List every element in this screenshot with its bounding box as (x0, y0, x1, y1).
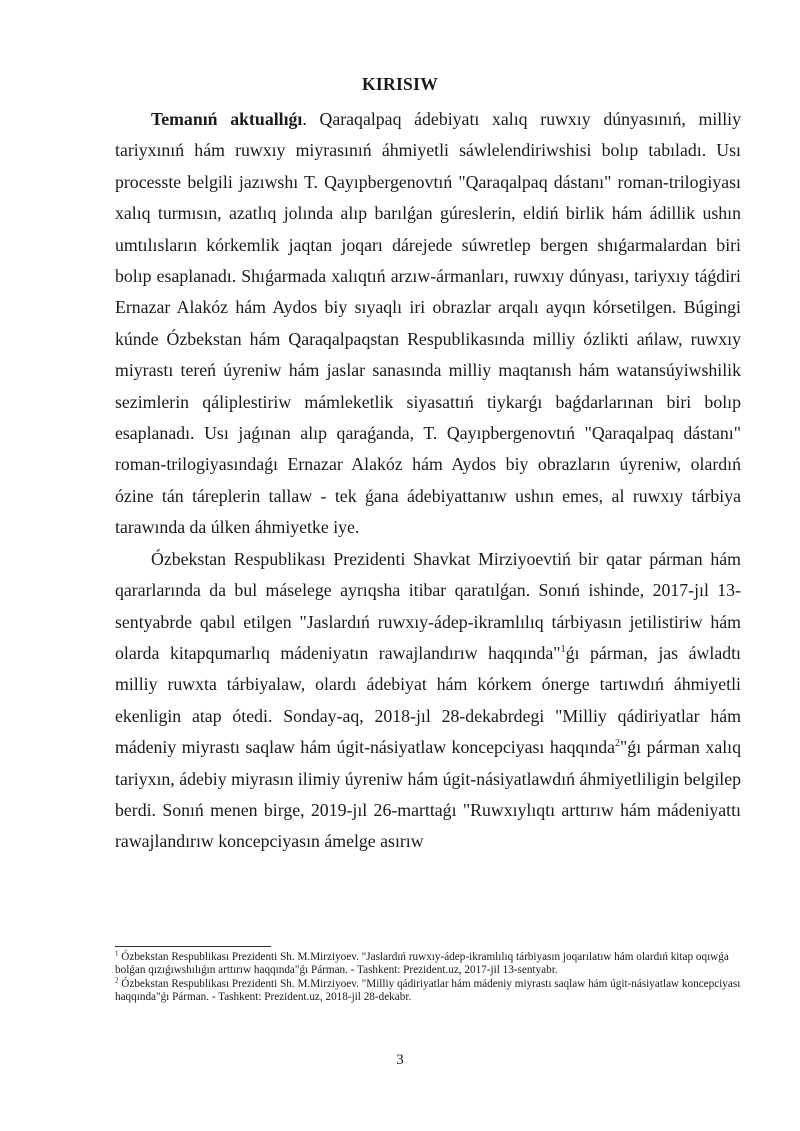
paragraph-lead: Temanıń aktuallıǵı (151, 109, 303, 129)
paragraph-text-part3: "ǵı párman xalıq tariyxın, ádebiy miyrasın ilimiy úyreniw hám úgit-násiyatlawdıń áhmiyetliligin belgilep berdi. Sonıń menen birge, 2019-jıl 26-marttaǵı "Ruwxıylıqtı arttırıw hám mádeniyattı rawajlandırıw koncepciyasın ámelge asırıw (115, 737, 741, 852)
paragraph-text-part2: ǵı párman, jas áwladtı milliy ruwxta tárbiyalaw, olardı ádebiyat hám kórkem ónerge tartıwdıń áhmiyetli ekenligin atap ótedi. Sonday-aq, 2018-jıl 28-dekabrdegi "Milliy qádiriyatlar hám mádeniy miyrastı saqlaw hám úgit-násiyatlaw koncepciyası haqqında (115, 642, 741, 758)
paragraph-relevance (115, 104, 741, 544)
footnote-item (115, 951, 743, 978)
paragraph-text-part1: Ózbekstan Respublikası Prezidenti Shavkat Mirziyoevtiń bir qatar párman hám qararlarında da bul máselege ayrıqsha itibar qaratılǵan. Sonıń ishinde, 2017-jıl 13-sentyabrde qabıl etilgen "Jaslardıń ruwxıy-ádep-ikramlılıq tárbiyasın jetilistiriw hám olarda kitapqumarlıq mádeniyatın rawajlandırıw haqqında" (115, 548, 741, 663)
section-heading: KIRISIW (361, 74, 438, 94)
footnote-text: Ózbekstan Respublikası Prezidenti Sh. M.Mirziyoev. "Jaslardıń ruwxıy-ádep-ikramlılıq tárbiyasın joqarılatıw hám olardıń kitap oqıwǵa bolǵan qızıǵıwshılıǵın arttırıw haqqında"ǵı Párman. - Tashkent: Prezident.uz, 2017-jil 13-sentyabr. (115, 951, 729, 977)
footnote-ref-1[interactable]: 1 (560, 643, 566, 655)
page-number: 3 (396, 1052, 404, 1068)
paragraph-text: . Qaraqalpaq ádebiyatı xalıq ruwxıy dúnyasınıń, milliy tariyxınıń hám ruwxıy miyrasınıń áhmiyetli sáwlelendiriwshisi bolıp tabıladı. Usı processte belgili jazıwshı T. Qayıpbergenovtıń "Qaraqalpaq dástanı" roman-trilogiyası xalıq turmısın, azatlıq jolında alıp barılǵan gúreslerin, eldiń birlik hám ádillik ushın umtılısların kórkemlik jaqtan joqarı dárejede súwretlep bergen shıǵarmalardan biri bolıp esaplanadı. Shıǵarmada xalıqtıń arzıw-ármanları, ruwxıy dúnyası, tariyxıy táǵdiri Ernazar Alakóz hám Aydos biy sıyaqlı iri obrazlar arqalı ayqın kórsetilgen. Búgingi kúnde Ózbekstan hám Qaraqalpaqstan Respublikasında milliy ózlikti ańlaw, ruwxıy miyrastı tereń úyreniw hám jaslar sanasında milliy maqtanısh hám watansúyiwshilik sezimlerin qáliplestiriw mámleketlik siyasattıń tiykarǵı baǵdarlarınan biri bolıp esaplanadı. Usı jaǵınan alıp qaraǵanda, T. Qayıpbergenovtıń "Qaraqalpaq dástanı" roman-trilogiyasındaǵı Ernazar Alakóz hám Aydos biy obrazların úyreniw, olardıń ózine tán táreplerin tallaw - tek ǵana ádebiyattanıw ushın emes, al ruwxıy tárbiya tarawında da úlken áhmiyetke iye. (115, 109, 741, 538)
footnote-text: Ózbekstan Respublikası Prezidenti Sh. M.Mirziyoev. "Milliy qádiriyatlar hám mádeniy miyrastı saqlaw hám úgit-násiyatlaw koncepciyası haqqında"ǵı Párman. - Tashkent: Prezident.uz, 2018-jil 28-dekabr. (115, 977, 741, 1003)
footnote-mark: 1 (115, 949, 119, 958)
footnote-mark: 2 (115, 975, 119, 984)
footnote-separator (115, 946, 271, 947)
footnote-ref-2[interactable]: 2 (615, 738, 621, 750)
body-text (115, 104, 741, 858)
footnotes (115, 951, 743, 1004)
footnote-item (115, 975, 743, 1005)
paragraph-decrees (115, 544, 741, 858)
